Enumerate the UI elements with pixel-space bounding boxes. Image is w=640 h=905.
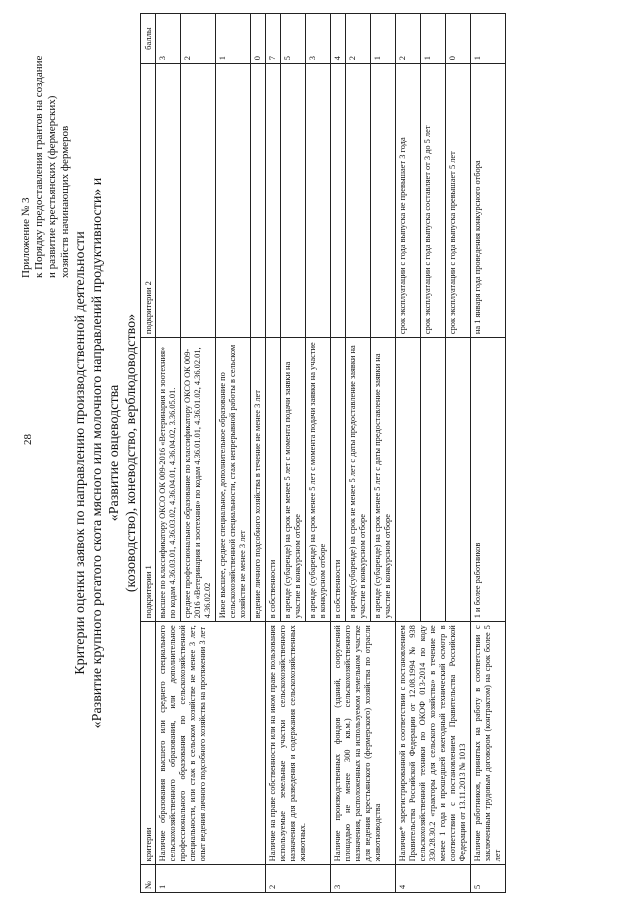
row-num: 3 <box>331 865 396 893</box>
title-line: Критерии оценки заявок по направлению производственной деятельности <box>73 231 88 675</box>
row-score: 5 <box>281 14 306 64</box>
row-sub2 <box>216 64 251 338</box>
row-num: 1 <box>156 865 266 893</box>
row-score: 2 <box>396 14 421 64</box>
row-sub2 <box>306 64 331 338</box>
row-sub1: ведение личного подсобного хозяйства в течение не менее 3 лет <box>251 338 266 622</box>
row-score: 4 <box>331 14 346 64</box>
row-num: 4 <box>396 865 471 893</box>
row-sub2: срок эксплуатации с года выпуска превышает 5 лет <box>446 64 471 338</box>
appendix-line: Приложение № 3 <box>20 197 32 278</box>
row-criteria: Наличие производственных фондов (зданий, сооружений площадью не менее 300 кв.м.) сельскохозяйственного назначения, расположенных на используемом земельном участке для ведения крестьянского (фермерского) хозяйства по отрасли животноводства <box>331 622 396 865</box>
row-sub2 <box>181 64 216 338</box>
row-sub2 <box>281 64 306 338</box>
row-sub1: в аренде (субаренде) на срок не менее 5 лет с момента подачи заявки на участие в конкурсном отборе <box>281 338 306 622</box>
title-line: «Развитие крупного рогатого скота мясного или молочного направлений продуктивности» и «Развитие овцеводства <box>90 177 122 729</box>
row-sub2 <box>251 64 266 338</box>
row-score: 1 <box>216 14 251 64</box>
row-criteria: Наличие работников, принятых на работу в соответствии с заключенным трудовым договором (контрактом) на срок более 5 лет <box>471 622 506 865</box>
header-sub1: подкритерии 1 <box>141 338 156 622</box>
row-score: 7 <box>266 14 281 64</box>
row-sub1: в аренде (субаренде) на срок менее 5 лет с даты предоставление заявки на участие в конкурсном отборе <box>371 338 396 622</box>
row-sub1 <box>421 338 446 622</box>
row-sub2 <box>346 64 371 338</box>
appendix-line: хозяйств начинающих фермеров <box>59 125 71 278</box>
criteria-table <box>140 13 506 893</box>
row-sub2 <box>266 64 281 338</box>
header-score: баллы <box>141 14 156 64</box>
row-criteria: Наличие на праве собственности или на ином праве пользования используемые земельные участки сельскохозяйственного назначения для разведения и содержания сельскохозяйственных животных. <box>266 622 331 865</box>
table-row <box>471 14 506 893</box>
row-score: 1 <box>371 14 396 64</box>
appendix-line: к Порядку предоставления грантов на создание <box>33 55 45 278</box>
row-sub1: высшее по классификатору ОКСО ОК 009-2016 «Ветеринария и зоотехния» по кодам 4.36.03.01, 4.36.03.02, 4.36.04.01, 4.36.04.02, 3.36.05.01. <box>156 338 181 622</box>
row-num: 5 <box>471 865 506 893</box>
row-criteria: Наличие* зарегистрированной в соответствии с постановлением Правительства Российской Федерации от 12.08.1994 № 938 сельскохозяйственной техники по ОКОФ 013-2014 по коду 330.28.30.2 «тракторы для сельского хозяйства» в течение не менее 1 года и прошедшей ежегодный технический осмотр в соответствии с постановлением Правительства Российской Федерации от 13.11.2013 № 1013 <box>396 622 471 865</box>
row-score: 2 <box>346 14 371 64</box>
row-sub2: срок эксплуатации с года выпуска не превышает 3 года <box>396 64 421 338</box>
row-sub1 <box>396 338 421 622</box>
row-criteria: Наличие образования высшего или среднего специального сельскохозяйственного образования, или дополнительное профессионального образования по сельскохозяйственной специальности, или стаж в сельском хозяйстве не менее 3 лет, опыт ведения личного подсобного хозяйства на протяжении 3 лет <box>156 622 266 865</box>
row-sub2: на 1 января года проведения конкурсного отбора <box>471 64 506 338</box>
row-score: 3 <box>306 14 331 64</box>
table-row <box>156 14 181 893</box>
title-line: (козоводство), коневодство, верблюдоводство» <box>124 313 139 593</box>
row-sub2 <box>371 64 396 338</box>
row-sub2 <box>331 64 346 338</box>
table-row <box>331 14 346 893</box>
row-sub2: срок эксплуатации с года выпуска составляет от 3 до 5 лет <box>421 64 446 338</box>
header-criteria: критерии <box>141 622 156 865</box>
page-number: 28 <box>22 434 34 445</box>
header-num: № <box>141 865 156 893</box>
row-sub1: 1 и более работников <box>471 338 506 622</box>
row-score: 2 <box>181 14 216 64</box>
row-sub1: среднее профессиональное образование по классификатору ОКСО ОК 009-2016 «Ветеринария и зоотехния» по кодам 4.36.01.01, 4.36.01.02, 4.36.02.01, 4.36.02.02 <box>181 338 216 622</box>
row-score: 3 <box>156 14 181 64</box>
row-score: 0 <box>446 14 471 64</box>
header-sub2: подкритерии 2 <box>141 64 156 338</box>
table-row <box>396 14 421 893</box>
rotated-document-page <box>12 13 622 893</box>
table-header-row <box>141 14 156 893</box>
document-title <box>72 163 140 743</box>
row-sub1: Иное высшее, среднее специальное, дополнительное образование по сельскохозяйственной специальности, стаж непрерывной работы в сельском хозяйстве не менее 3 лет <box>216 338 251 622</box>
row-score: 0 <box>251 14 266 64</box>
row-sub1: в аренде(субаренде) на срок не менее 5 лет с даты предоставление заявки на участие в конкурсном отборе <box>346 338 371 622</box>
row-sub2 <box>156 64 181 338</box>
appendix-line: и развитие крестьянских (фермерских) <box>46 95 58 278</box>
row-sub1: в аренде (субаренде) на срок менее 5 лет с момента подачи заявки на участие в конкурсном отборе <box>306 338 331 622</box>
row-sub1 <box>446 338 471 622</box>
table-row <box>266 14 281 893</box>
row-score: 1 <box>471 14 506 64</box>
row-sub1: в собственности <box>331 338 346 622</box>
row-score: 1 <box>421 14 446 64</box>
appendix-note <box>20 23 72 278</box>
row-sub1: в собственности <box>266 338 281 622</box>
row-num: 2 <box>266 865 331 893</box>
